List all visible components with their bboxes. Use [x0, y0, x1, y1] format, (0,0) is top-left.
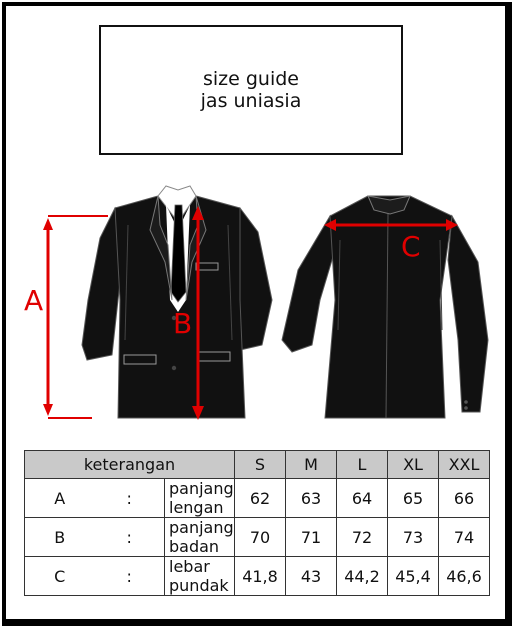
cell-value: 65: [388, 479, 439, 518]
header-size-m: M: [286, 451, 337, 479]
dimension-label-b: B: [173, 307, 193, 340]
row-code: C: [25, 557, 95, 596]
cell-value: 44,2: [337, 557, 388, 596]
row-label: panjang badan: [165, 518, 235, 557]
cell-value: 43: [286, 557, 337, 596]
cell-value: 66: [439, 479, 490, 518]
back-jacket-image: [282, 196, 488, 418]
table-row: [25, 479, 490, 518]
title-line-2: jas uniasia: [200, 90, 302, 112]
row-colon: :: [95, 518, 165, 557]
cell-value: 45,4: [388, 557, 439, 596]
header-size-l: L: [337, 451, 388, 479]
front-jacket-image: [82, 186, 272, 418]
row-label: lebar pundak: [165, 557, 235, 596]
cell-value: 62: [235, 479, 286, 518]
dimension-label-a: A: [24, 284, 44, 317]
cell-value: 72: [337, 518, 388, 557]
size-table: [24, 450, 490, 596]
row-label: panjang lengan: [165, 479, 235, 518]
header-keterangan: keterangan: [25, 451, 235, 479]
cell-value: 71: [286, 518, 337, 557]
cell-value: 46,6: [439, 557, 490, 596]
table-row: [25, 518, 490, 557]
cell-value: 73: [388, 518, 439, 557]
dimension-label-c: C: [401, 230, 421, 263]
cell-value: 74: [439, 518, 490, 557]
row-colon: :: [95, 557, 165, 596]
header-size-s: S: [235, 451, 286, 479]
row-code: A: [25, 479, 95, 518]
cell-value: 63: [286, 479, 337, 518]
header-size-xxl: XXL: [439, 451, 490, 479]
title-line-1: size guide: [202, 68, 299, 90]
row-colon: :: [95, 479, 165, 518]
table-row: [25, 557, 490, 596]
table-header-row: [25, 451, 490, 479]
cell-value: 41,8: [235, 557, 286, 596]
cell-value: 64: [337, 479, 388, 518]
row-code: B: [25, 518, 95, 557]
header-size-xl: XL: [388, 451, 439, 479]
cell-value: 70: [235, 518, 286, 557]
